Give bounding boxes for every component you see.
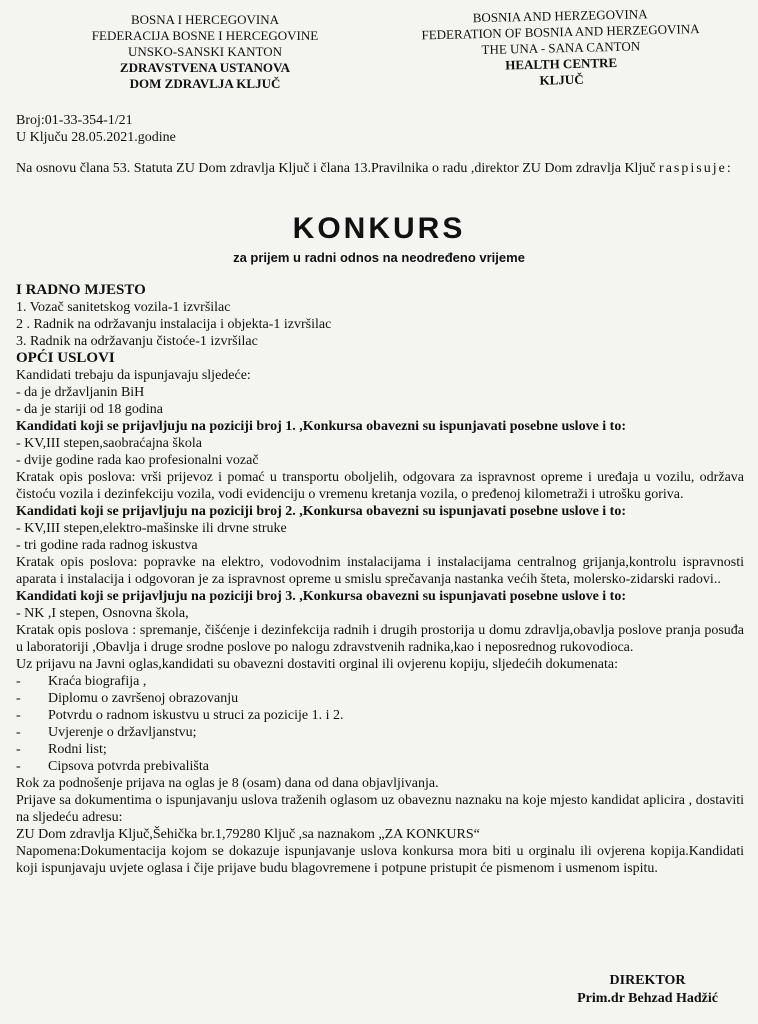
pos2-item: - tri godine rada radnog iskustva [16,538,198,553]
header-right-line1: BOSNIA AND HERZEGOVINA [472,6,648,26]
list-item: - Potvrdu o radnom iskustvu u struci za pozicije 1. i 2. [16,708,344,723]
pos1-description: Kratak opis poslova: vrši prijevoz i pomać u transportu oboljelih, odgovara za ispravnost opreme i uređaja u vozilu, održava čistoću vozila i dezinfekciju vozila, vodi evidenciju o vremenu kretanja vozila, o pređenoj kilometraži i utrošku goriva. [16,470,744,502]
section1-item: 3. Radnik na održavanju čistoće-1 izvršilac [16,334,258,349]
pos1-item: - dvije godine rada kao profesionalni vozač [16,453,259,468]
document-item: Potvrdu o radnom iskustvu u struci za pozicije 1. i 2. [48,708,344,723]
header-right-line3: THE UNA - SANA CANTON [481,38,641,58]
main-content [16,282,744,877]
signature-block [577,972,718,1008]
pos3-item: - NK ,I stepen, Osnovna škola, [16,606,189,621]
document-item: Kraća biografija , [48,674,147,689]
header-left-line3: UNSKO-SANSKI KANTON [128,44,282,59]
general-lead: Kandidati trebaju da ispunjavaju sljedeće: [16,368,251,383]
section1-item: 1. Vozač sanitetskog vozila-1 izvršilac [16,300,231,315]
header-left-line1: BOSNA I HERCEGOVINA [130,12,280,27]
pos2-description: Kratak opis poslova: popravke na elektro, vodovodnim instalacijama i instalacijama centralnog grijanja,kontrolu ispravnosti aparata i instalacija i odgovoran je za ispravnost opreme u smislu sprečavanja nastanka većih šteta, molersko-zidarski radovi.. [16,555,744,587]
header-right-line4: HEALTH CENTRE [505,54,618,73]
section1-item: 2 . Radnik na održavanju instalacija i objekta-1 izvršilac [16,317,332,332]
intro-paragraph [16,160,744,177]
list-item: - Rodni list; [16,742,107,757]
pos1-heading: Kandidati koji se prijavljuju na poziciji broj 1. ,Konkursa obavezni su ispunjavati posebne uslove i to: [16,419,626,434]
general-item: - da je stariji od 18 godina [16,402,163,417]
intro-verb: raspisuje: [659,161,733,176]
intro-text: Na osnovu člana 53. Statuta ZU Dom zdravlja Ključ i člana 13.Pravilnika o radu ,direktor ZU Dom zdravlja Ključ [16,161,656,176]
document-number: Broj:01-33-354-1/21 [16,113,133,128]
signature-role: DIREKTOR [609,973,686,988]
header-left [60,12,350,92]
documents-list [16,673,744,775]
header-right [395,5,727,92]
pos3-description: Kratak opis poslova : spremanje, čišćenje i dezinfekcija radnih i drugih prostorija u domu zdravlja,obavlja poslove pranja posuđa u laboratoriji ,Obavlja i druge srodne poslove po nalogu zdravstvenih radnika,kao i neposrednog rukovodioca. [16,623,744,655]
header-right-line2: FEDERATION OF BOSNIA AND HERZEGOVINA [421,21,700,43]
general-item: - da je državljanin BiH [16,385,145,400]
document-title: KONKURS [292,212,466,245]
document-item: Uvjerenje o državljanstvu; [48,725,197,740]
pos2-heading: Kandidati koji se prijavljuju na poziciji broj 2. ,Konkursa obavezni su ispunjavati posebne uslove i to: [16,504,626,519]
general-heading: OPĆI USLOVI [16,350,115,366]
submission-address: ZU Dom zdravlja Ključ,Šehička br.1,79280 Ključ ,sa naznakom „ZA KONKURS“ [16,827,480,842]
header-left-line4: ZDRAVSTVENA USTANOVA [119,60,291,75]
signature-name: Prim.dr Behzad Hadžić [577,991,718,1006]
note-text: Napomena:Dokumentacija kojom se dokazuje ispunjavanje uslova konkursa mora biti u orginalu ili ovjerena kopija.Kandidati koji ispunjavaju uvjete oglasa i čije prijave budu blagovremene i potpune pristupit će pismenom i usmenom ispitu. [16,844,744,876]
document-item: Cipsova potvrda prebivališta [48,759,209,774]
document-subtitle: za prijem u radni odnos na neodređeno vrijeme [233,250,525,265]
document-date: U Ključu 28.05.2021.godine [16,130,176,145]
header-left-line2: FEDERACIJA BOSNE I HERCEGOVINE [91,28,319,43]
list-item: - Cipsova potvrda prebivališta [16,759,209,774]
deadline-text: Rok za podnošenje prijava na oglas je 8 (osam) dana od dana objavljivanja. [16,776,439,791]
header-left-line5: DOM ZDRAVLJA KLJUČ [129,76,281,91]
documents-lead: Uz prijavu na Javni oglas,kandidati su obavezni dostaviti orginal ili ovjerenu kopiju, sljedećih dokumenata: [16,657,618,672]
document-item: Diplomu o završenoj obrazovanju [48,691,239,706]
list-item: - Uvjerenje o državljanstvu; [16,725,197,740]
header-right-line5: KLJUČ [539,71,584,88]
list-item: - Kraća biografija , [16,674,147,689]
pos3-heading: Kandidati koji se prijavljuju na poziciji broj 3. ,Konkursa obavezni su ispunjavati posebne uslove i to: [16,589,626,604]
pos2-item: - KV,III stepen,elektro-mašinske ili drvne struke [16,521,287,536]
list-item: - Diplomu o završenoj obrazovanju [16,691,239,706]
section1-heading: I RADNO MJESTO [16,282,146,298]
submission-text: Prijave sa dokumentima o ispunjavanju uslova traženih oglasom uz obaveznu naznaku na koje mjesto kandidat aplicira , dostaviti na sljedeću adresu: [16,793,744,825]
pos1-item: - KV,III stepen,saobraćajna škola [16,436,202,451]
document-item: Rodni list; [48,742,107,757]
